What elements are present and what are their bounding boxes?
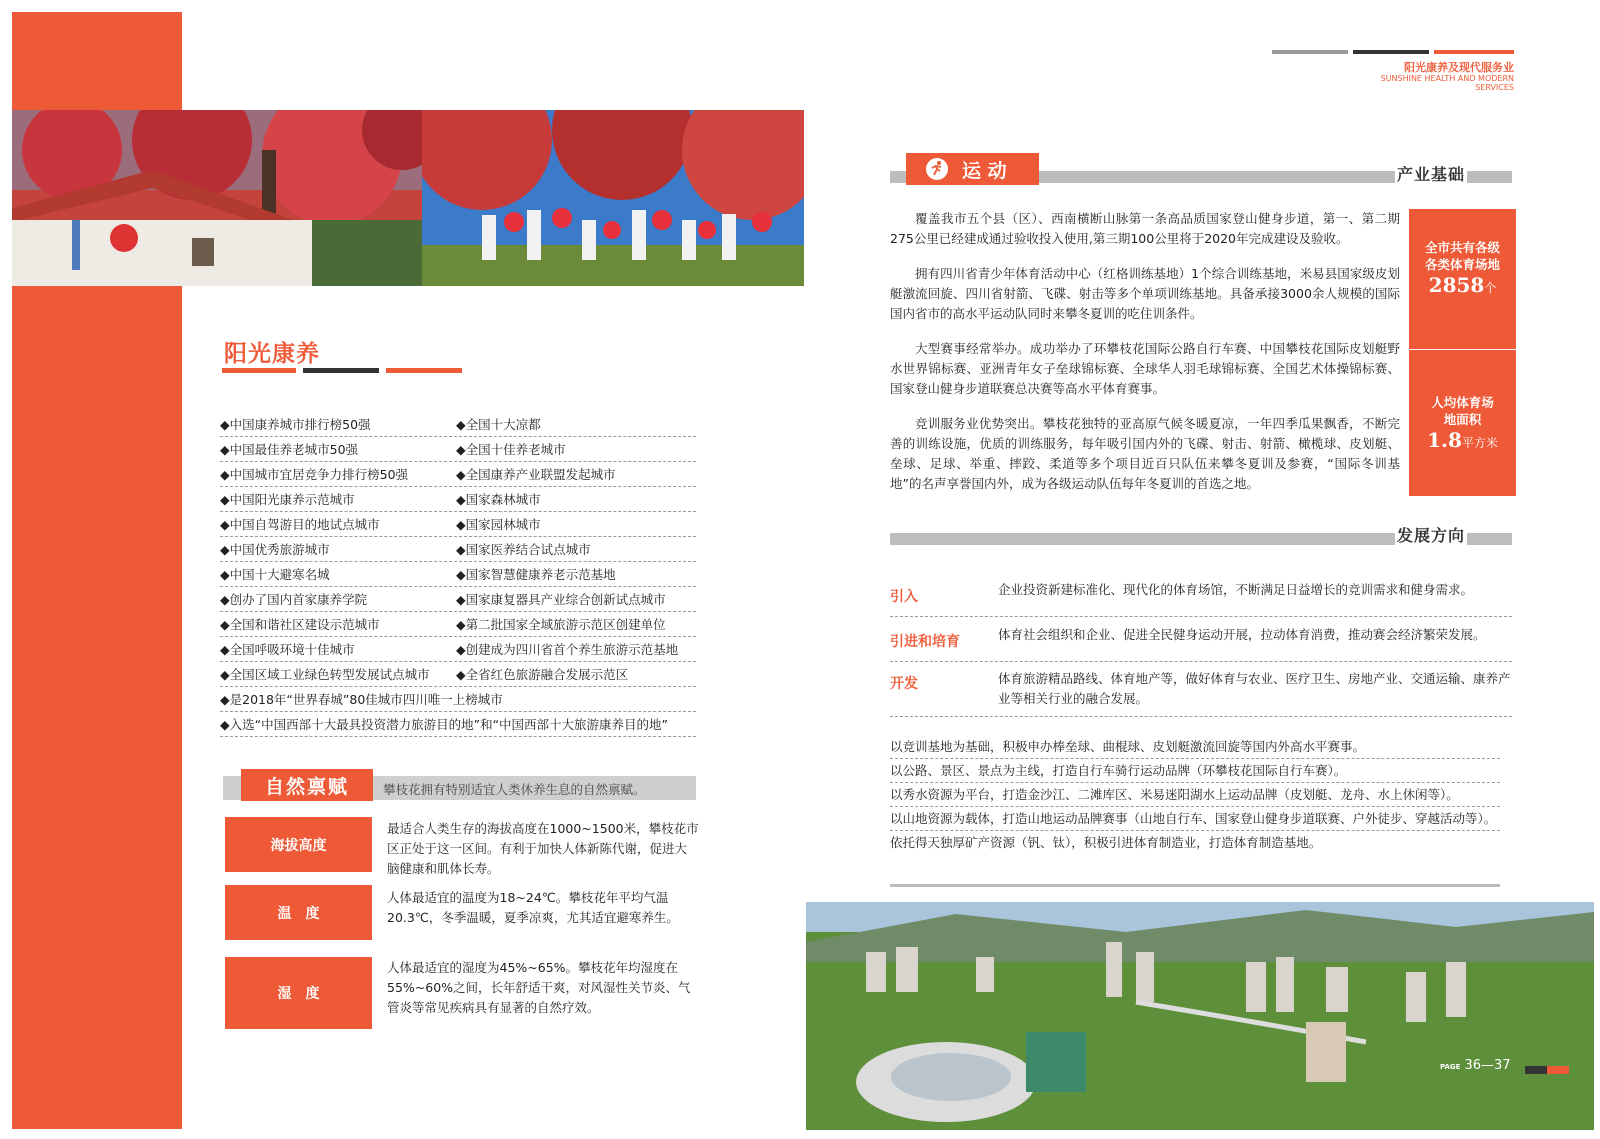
- paragraph: 竞训服务业优势突出。攀枝花独特的亚高原气候冬暖夏凉，一年四季瓜果飘香，不断完善的训练设施，优质的训练服务，每年吸引国内外的飞碟、射击、射箭、橄榄球、皮划艇、垒球、足球、举重、摔跤、柔道等多个项目近百只队伍来攀冬夏训及参赛，“国际冬训基地”的名声享誉国内外，成为各级运动队伍每年冬夏训的首选之地。: [890, 416, 1400, 491]
- honor-item: ◆中国自驾游目的地试点城市: [220, 517, 380, 532]
- nature-description: 攀枝花拥有特别适宜人类休养生息的自然禀赋。: [383, 782, 646, 797]
- honor-item: ◆中国十大避寒名城: [220, 567, 330, 582]
- honor-item: ◆全国区域工业绿色转型发展试点城市: [220, 667, 430, 682]
- honor-item: ◆国家智慧健康养老示范基地: [456, 567, 616, 582]
- page-label: PAGE: [1440, 1063, 1461, 1071]
- tai-chi-photo: [422, 110, 804, 286]
- honor-item: ◆中国城市宜居竞争力排行榜50强: [220, 467, 409, 482]
- honor-row: [220, 412, 696, 437]
- paragraph: 覆盖我市五个县（区）、西南横断山脉第一条高品质国家登山健身步道，第一、第二期275公里已经建成通过验收投入使用,第三期100公里将于2020年完成建设及验收。: [890, 211, 1400, 246]
- page-number: [1440, 1058, 1511, 1073]
- temperature-label: 温 度: [225, 885, 372, 940]
- dev-row: [890, 667, 1512, 717]
- stat-area-label: 人均体育场地面积: [1431, 395, 1494, 427]
- honor-row: [220, 587, 696, 612]
- header-title-en: SUNSHINE HEALTH AND MODERN SERVICES: [1380, 74, 1514, 92]
- stat-venues-label: 全市共有各级各类体育场地: [1424, 240, 1500, 272]
- title-underline-orange: [222, 368, 296, 373]
- honor-item: ◆国家医养结合试点城市: [456, 542, 591, 557]
- industry-base-heading: 产业基础: [1395, 162, 1467, 185]
- honor-item: ◆创办了国内首家康养学院: [220, 592, 368, 607]
- dev-key: 引入: [890, 589, 918, 605]
- humidity-text: 人体最适宜的湿度为45%~65%。攀枝花年均湿度在55%~60%之间，长年舒适干爽，对风湿性关节炎、气管炎等常见疾病具有显著的自然疗效。: [387, 960, 691, 1015]
- header-bar-dark: [1353, 50, 1429, 54]
- sport-tag-label: 运 动: [962, 159, 1007, 182]
- list-item: 以公路、景区、景点为主线，打造自行车骑行运动品牌（环攀枝花国际自行车赛）。: [890, 759, 1500, 783]
- sport-tag: [906, 153, 1039, 185]
- house-photo: [12, 110, 422, 286]
- dev-key: 开发: [890, 676, 918, 692]
- honor-row: [220, 562, 696, 587]
- honor-item: ◆全省红色旅游融合发展示范区: [456, 667, 629, 682]
- honor-item: ◆国家康复器具产业综合创新试点城市: [456, 592, 666, 607]
- honor-item: ◆国家园林城市: [456, 517, 541, 532]
- honor-row: [220, 712, 696, 737]
- runner-icon: [926, 158, 948, 180]
- page-value: 36—37: [1464, 1058, 1511, 1073]
- honor-row: [220, 512, 696, 537]
- honor-item: ◆中国最佳养老城市50强: [220, 442, 359, 457]
- honor-item: ◆第二批国家全域旅游示范区创建单位: [456, 617, 666, 632]
- honor-row: [220, 637, 696, 662]
- list-item: 以秀水资源为平台，打造金沙江、二滩库区、米易迷阳湖水上运动品牌（皮划艇、龙舟、水上休闲等）。: [890, 783, 1500, 807]
- measures-list: [890, 735, 1500, 854]
- temperature-text: 人体最适宜的温度为18~24℃。攀枝花年平均气温20.3℃，冬季温暖，夏季凉爽，尤其适宜避寒养生。: [387, 890, 679, 925]
- page-bar-orange: [1547, 1066, 1569, 1074]
- dev-value: 体育旅游精品路线、体育地产等，做好体育与农业、医疗卫生、房地产业、交通运输、康养产业等相关行业的融合发展。: [998, 671, 1511, 706]
- dev-value: 企业投资新建标准化、现代化的体育场馆，不断满足日益增长的竞训需求和健身需求。: [998, 582, 1474, 597]
- city-aerial-photo: [806, 902, 1594, 1130]
- altitude-text: 最适合人类生存的海拔高度在1000~1500米，攀枝花市区正处于这一区间。有利于加快人体新陈代谢，促进大脑健康和肌体长寿。: [387, 821, 699, 876]
- honor-row: [220, 537, 696, 562]
- honor-item: ◆全国康养产业联盟发起城市: [456, 467, 616, 482]
- section-title: 阳光康养: [224, 341, 320, 367]
- dev-row: [890, 623, 1512, 662]
- honor-item: ◆中国优秀旅游城市: [220, 542, 330, 557]
- dev-row: [890, 578, 1512, 617]
- list-end-bar: [890, 884, 1500, 887]
- stat-venues-unit: 个: [1484, 281, 1497, 295]
- stat-venues-value: 2858: [1428, 273, 1485, 297]
- page-bar-dark: [1525, 1066, 1547, 1074]
- list-item: 以山地资源为载体，打造山地运动品牌赛事（山地自行车、国家登山健身步道联赛、户外徒步、穿越活动等）。: [890, 807, 1500, 831]
- honor-row: [220, 437, 696, 462]
- stat-area: [1409, 350, 1516, 496]
- altitude-label: 海拔高度: [225, 817, 372, 872]
- stat-area-unit: 平方米: [1461, 436, 1498, 450]
- honor-item: ◆入选“中国西部十大最具投资潜力旅游目的地”和“中国西部十大旅游康养目的地”: [220, 717, 669, 732]
- title-underline-orange-2: [386, 368, 462, 373]
- paragraph: 拥有四川省青少年体育活动中心（红格训练基地）1个综合训练基地，米易县国家级皮划艇激流回旋、四川省射箭、飞碟、射击等多个单项训练基地。具备承接3000余人规模的国际国内省市的高水平运动队同时来攀冬夏训的吃住训条件。: [890, 266, 1400, 321]
- honor-item: ◆中国阳光康养示范城市: [220, 492, 355, 507]
- honor-item: ◆全国十大凉都: [456, 417, 541, 432]
- honor-row: [220, 687, 696, 712]
- honors-list: [220, 412, 696, 737]
- honor-item: ◆中国康养城市排行榜50强: [220, 417, 371, 432]
- stat-venues: [1409, 209, 1516, 349]
- header-bar-orange: [1434, 50, 1514, 54]
- honor-item: ◆创建成为四川省首个养生旅游示范基地: [456, 642, 679, 657]
- honor-row: [220, 487, 696, 512]
- honor-item: ◆国家森林城市: [456, 492, 541, 507]
- honor-item: ◆是2018年“世界春城”80佳城市四川唯一上榜城市: [220, 692, 503, 707]
- header-title-cn: 阳光康养及现代服务业: [1404, 61, 1514, 74]
- development-heading: 发展方向: [1395, 523, 1467, 546]
- honor-item: ◆全国十佳养老城市: [456, 442, 566, 457]
- list-item: 以竞训基地为基础，积极申办棒垒球、曲棍球、皮划艇激流回旋等国内外高水平赛事。: [890, 735, 1500, 759]
- list-item: 依托得天独厚矿产资源（钒、钛），积极引进体育制造业，打造体育制造基地。: [890, 835, 1322, 850]
- honor-item: ◆全国呼吸环境十佳城市: [220, 642, 355, 657]
- stat-area-value: 1.8: [1427, 428, 1462, 452]
- honor-row: [220, 662, 696, 687]
- header-bar-grey: [1272, 50, 1348, 54]
- honor-item: ◆全国和谐社区建设示范城市: [220, 617, 380, 632]
- paragraph: 大型赛事经常举办。成功举办了环攀枝花国际公路自行车赛、中国攀枝花国际皮划艇野水世界锦标赛、亚洲青年女子垒球锦标赛、全球华人羽毛球锦标赛、全国艺术体操锦标赛、国家登山健身步道联赛总决赛等高水平体育赛事。: [890, 341, 1400, 396]
- honor-row: [220, 612, 696, 637]
- dev-key: 引进和培育: [890, 634, 960, 650]
- title-underline-dark: [303, 368, 379, 373]
- honor-row: [220, 462, 696, 487]
- nature-label: 自然禀赋: [241, 769, 373, 801]
- industry-paragraphs: [890, 209, 1400, 509]
- dev-value: 体育社会组织和企业、促进全民健身运动开展，拉动体育消费，推动赛会经济繁荣发展。: [998, 627, 1486, 642]
- humidity-label: 湿 度: [225, 957, 372, 1029]
